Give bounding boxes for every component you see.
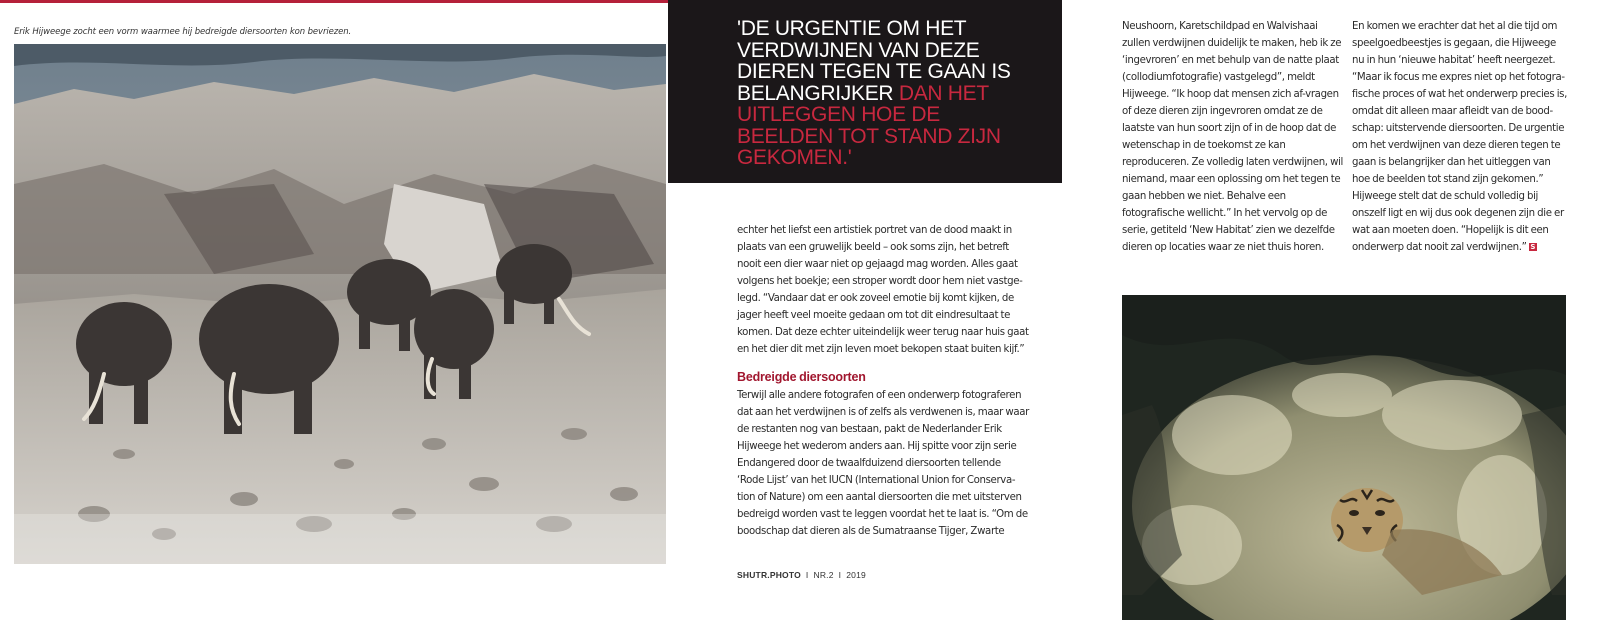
footer-year: 2019 — [846, 570, 866, 580]
article-column-a — [737, 222, 1029, 540]
article-column-c — [1352, 18, 1568, 256]
tiger-photo — [1122, 295, 1566, 620]
elephants-photo — [14, 44, 666, 564]
top-accent-rule — [0, 0, 668, 3]
pull-quote — [737, 18, 1037, 169]
page-footer — [737, 570, 866, 580]
footer-brand: SHUTR.PHOTO — [737, 570, 801, 580]
end-of-article-mark: S — [1530, 243, 1536, 251]
pull-quote-highlight: DAN HET UITLEGGEN HOE DE BEELDEN TOT STAND ZIJN GEKOMEN.' — [737, 81, 1001, 169]
section-subheading: Bedreigde diersoorten — [737, 370, 866, 384]
column-c-paragraph: En komen we erachter dat het al die tijd om speelgoedbeestjes is gegaan, die Hijweege nu in hun ‘nieuwe habitat’ heeft neergezet. “Maar ik focus me expres niet op het fotogra-fische proces of wat het onderwerp precies is, omdat dit alleen maar afleidt van de bood-schap: uitstervende diersoorten. De urgentie om het verdwijnen van deze dieren tegen te gaan is belangrijker dan het uitleggen van hoe de beelden tot stand zijn gekomen.” Hijweege stelt dat de schuld volledig bij onszelf ligt en wij dus ook degenen zijn die er wat aan moeten doen. “Hopelijk is dit een onderwerp dat nooit zal verdwijnen.” — [1352, 21, 1568, 253]
column-a-paragraph-1: echter het liefst een artistiek portret van de dood maakt in plaats van een gruwelijk beeld – ook soms zijn, het betreft nooit een dier waar niet op gejaagd mag worden. Alles gaat volgens het boekje; een stroper wordt door hem niet vastge-legd. “Vandaar dat er ook zoveel emotie bij komt kijken, de jager heeft veel moeite gedaan om tot dit eindresultaat te komen. Dat deze echter uiteindelijk weer terug naar huis gaat en het dier dit met zijn leven moet bekopen staat buiten kijf.” — [737, 225, 1029, 355]
footer-separator: I — [805, 570, 809, 580]
column-b-paragraph: Neushoorn, Karetschildpad en Walvishaai zullen verdwijnen duidelijk te maken, heb ik ze ‘ingevroren’ en met behulp van de natte plaat (collodiumfotografie) vastgelegd”, meldt Hijweege. “Ik hoop dat mensen zich af-vragen of deze dieren zijn ingevroren omdat ze de laatste van hun soort zijn of in de hoop dat de wetenschap in de toekomst ze kan reproduceren. Ze volledig laten verdwijnen, wil niemand, maar een oplossing om het tegen te gaan hebben we niet. Behalve een fotografische wellicht.” In het vervolg op de serie, getiteld ‘New Habitat’ zien we dezelfde dieren op locaties waar ze niet thuis horen. — [1122, 21, 1344, 253]
footer-issue: NR.2 — [813, 570, 834, 580]
pull-quote-part1: 'DE URGENTIE OM HET VERDWIJNEN VAN DEZE DIEREN TEGEN TE GAAN IS BELANGRIJKER — [737, 17, 1011, 105]
article-column-b — [1122, 18, 1344, 256]
footer-separator-2: I — [838, 570, 842, 580]
photo-caption: Erik Hijweege zocht een vorm waarmee hij bedreigde diersoorten kon bevriezen. — [14, 27, 352, 37]
column-a-paragraph-2: Terwijl alle andere fotografen of een onderwerp fotograferen dat aan het verdwijnen is of zelfs als verdwenen is, maar waar de restanten nog van bestaan, pakt de Nederlander Erik Hijweege het wederom anders aan. Hij spitte voor zijn serie Endangered door de twaalfduizend diersoorten tellende ‘Rode Lijst’ van het IUCN (International Union for Conserva-tion of Nature) om een aantal diersoorten die met uitsterven bedreigd worden vast te leggen voordat het te laat is. “Om de boodschap dat dieren als de Sumatraanse Tijger, Zwarte — [737, 390, 1029, 537]
